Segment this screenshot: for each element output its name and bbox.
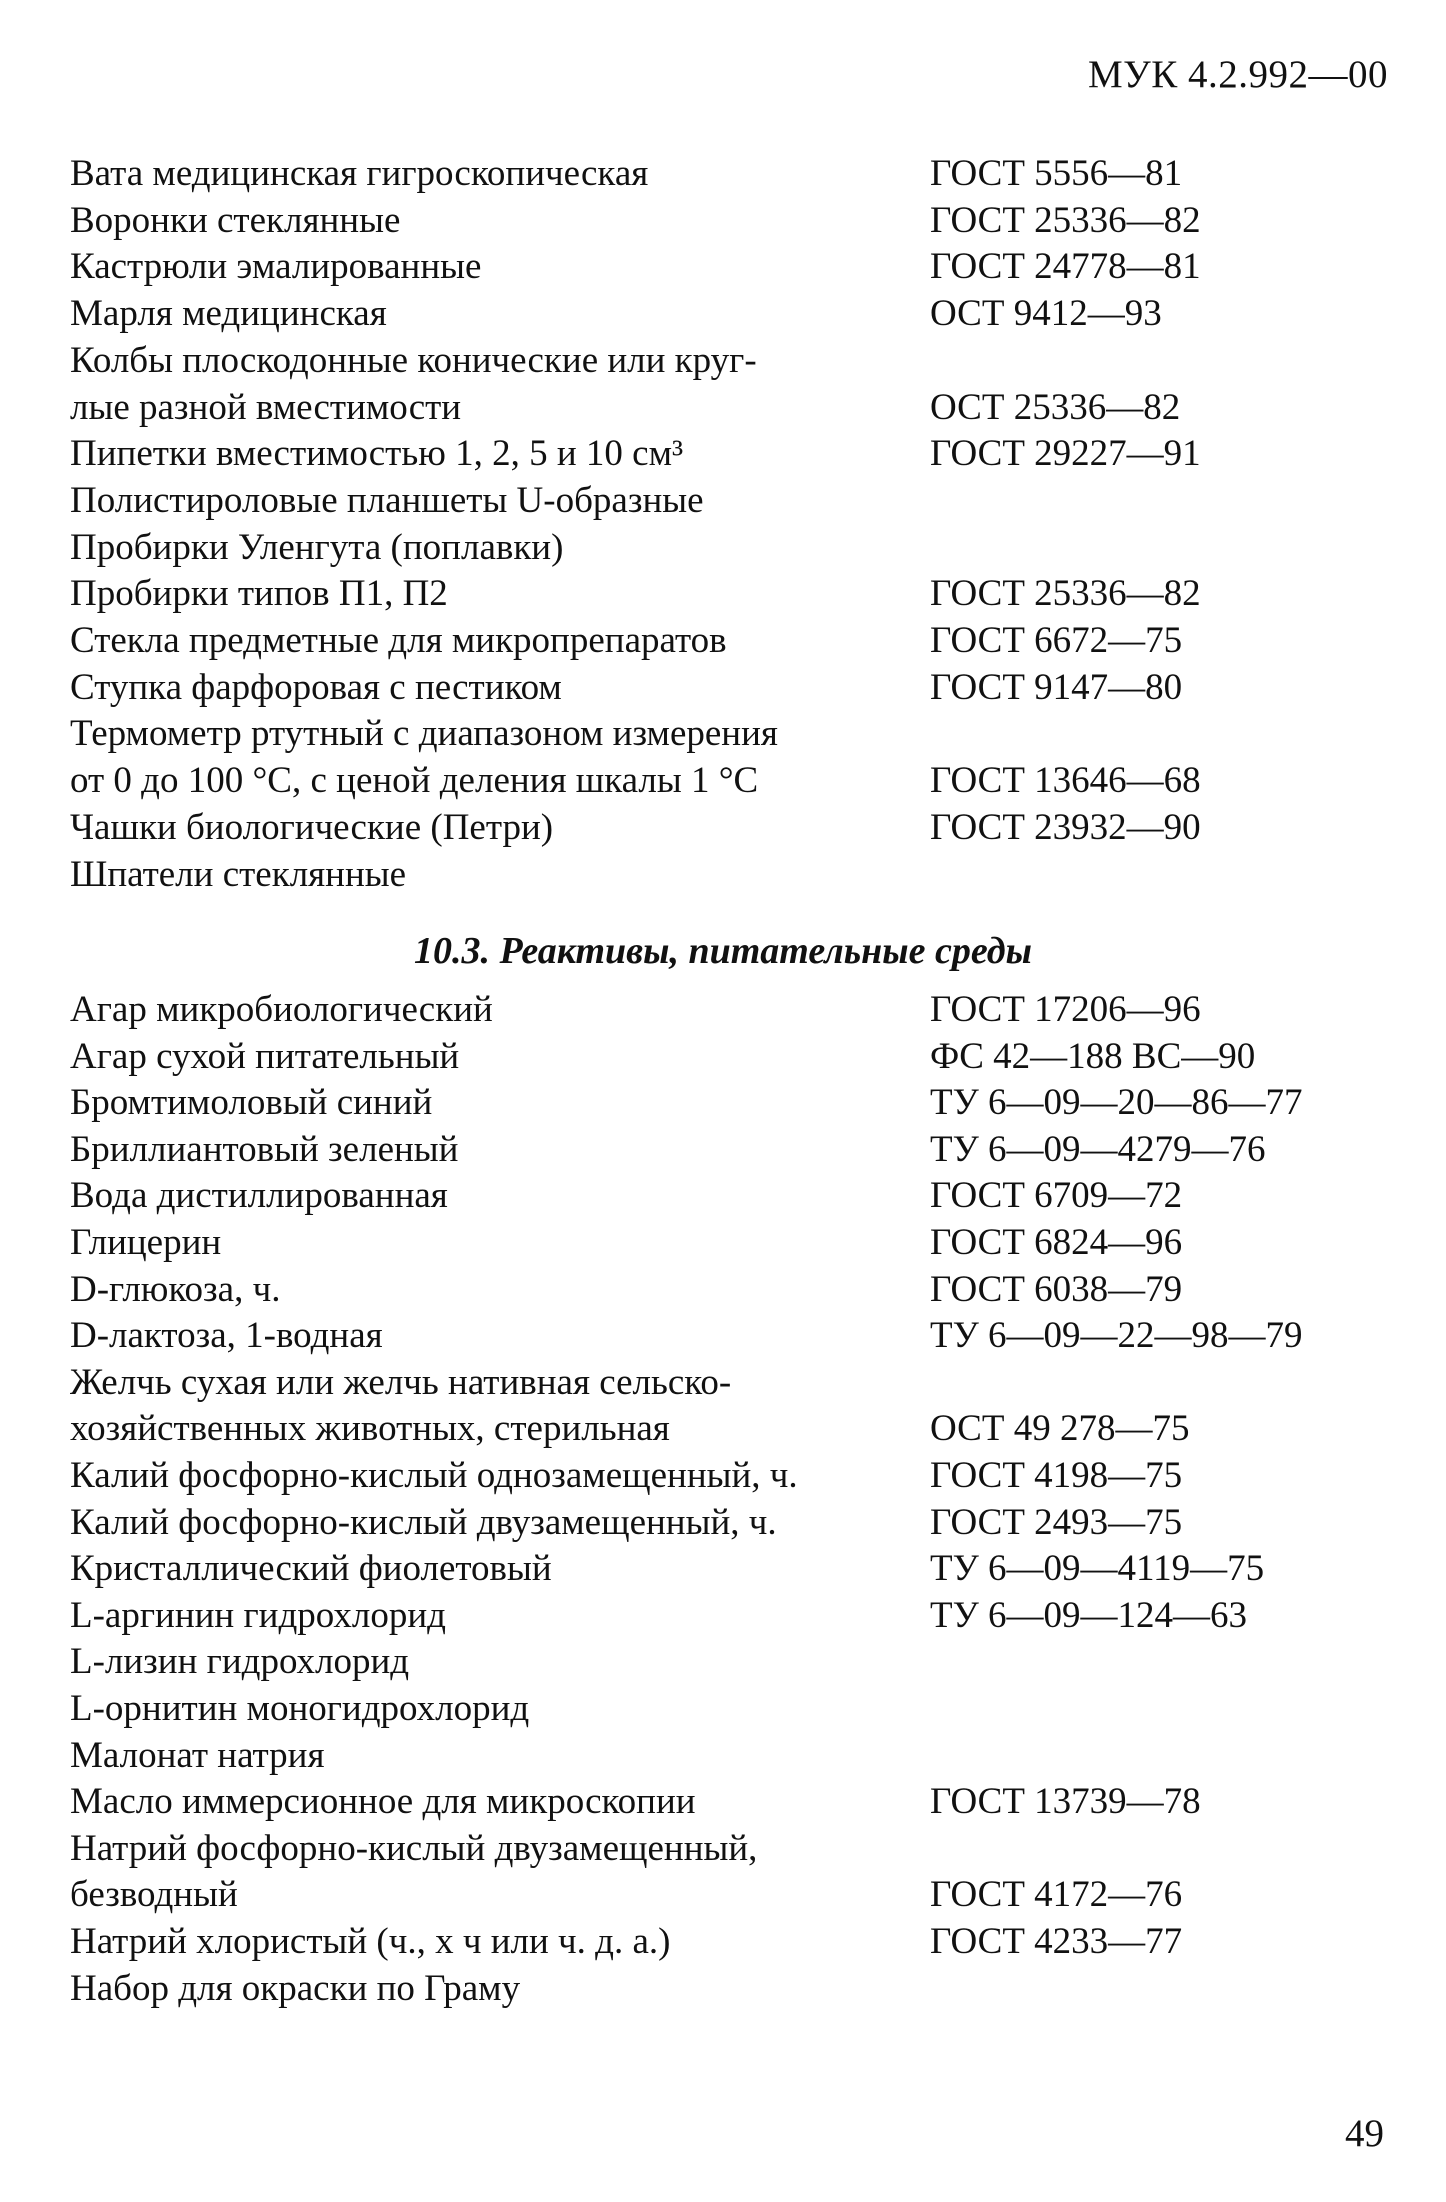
item-name: Бриллиантовый зеленый: [70, 1128, 459, 1170]
list-item: [0, 477, 1446, 524]
item-name: Воронки стеклянные: [70, 199, 401, 241]
list-item: [0, 1126, 1446, 1173]
item-name: Бромтимоловый синий: [70, 1082, 433, 1124]
item-standard: ГОСТ 24778—81: [930, 246, 1201, 288]
list-item: [0, 1871, 1446, 1918]
item-standard: ГОСТ 4198—75: [930, 1455, 1183, 1496]
item-name: Глицерин: [70, 1222, 222, 1263]
document-code: МУК 4.2.992—00: [1087, 53, 1388, 96]
list-item: [0, 1732, 1446, 1779]
list-item: [0, 757, 1446, 804]
item-name: Желчь сухая или желчь нативная сельско-: [70, 1361, 732, 1403]
list-item: [0, 197, 1446, 244]
item-standard: ГОСТ 25336—82: [930, 573, 1201, 615]
item-name: Ступка фарфоровая с пестиком: [70, 666, 562, 708]
item-standard: ГОСТ 6709—72: [930, 1175, 1183, 1217]
item-name: Натрий хлористый (ч., х ч или ч. д. а.): [70, 1921, 671, 1962]
list-item: [0, 1312, 1446, 1359]
list-item: [0, 851, 1446, 898]
item-name: Колбы плоскодонные конические или круг-: [70, 339, 757, 381]
list-item: [0, 1359, 1446, 1406]
item-name: безводный: [70, 1874, 238, 1916]
item-standard: ГОСТ 25336—82: [930, 199, 1201, 241]
list-item: [0, 1778, 1446, 1825]
list-item: [0, 1172, 1446, 1219]
item-name: Чашки биологические (Петри): [70, 806, 554, 848]
item-standard: ГОСТ 5556—81: [930, 153, 1183, 194]
item-standard: ГОСТ 4172—76: [930, 1874, 1183, 1916]
list-item: [0, 804, 1446, 851]
item-standard: ГОСТ 23932—90: [930, 806, 1201, 848]
list-item: [0, 1219, 1446, 1266]
item-name: Вода дистиллированная: [70, 1175, 448, 1217]
list-item: [0, 1079, 1446, 1126]
list-item: [0, 290, 1446, 337]
page-number: 49: [1345, 2112, 1384, 2155]
item-name: Калий фосфорно-кислый двузамещенный, ч.: [70, 1501, 777, 1543]
item-name: Термометр ртутный с диапазоном измерения: [70, 713, 778, 755]
item-standard: ТУ 6—09—20—86—77: [930, 1082, 1303, 1124]
item-name: Пробирки типов П1, П2: [70, 573, 448, 615]
list-item: [0, 1685, 1446, 1732]
item-name: L-аргинин гидрохлорид: [70, 1594, 446, 1636]
item-name: Пробирки Уленгута (поплавки): [70, 526, 564, 568]
list-item: [0, 150, 1446, 197]
list-item: [0, 1405, 1446, 1452]
item-standard: ТУ 6—09—4119—75: [930, 1548, 1265, 1590]
list-item: [0, 1499, 1446, 1546]
item-name: L-орнитин моногидрохлорид: [70, 1688, 530, 1729]
item-name: Вата медицинская гигроскопическая: [70, 153, 649, 194]
list-item: [0, 1033, 1446, 1080]
item-standard: ГОСТ 29227—91: [930, 433, 1201, 475]
item-standard: ГОСТ 17206—96: [930, 989, 1201, 1030]
list-item: [0, 986, 1446, 1033]
item-name: Агар сухой питательный: [70, 1035, 460, 1077]
item-name: Шпатели стеклянные: [70, 853, 407, 895]
item-name: Малонат натрия: [70, 1734, 325, 1776]
list-item: [0, 1825, 1446, 1872]
list-item: [0, 570, 1446, 617]
item-standard: ОСТ 49 278—75: [930, 1408, 1190, 1450]
section-title: 10.3. Реактивы, питательные среды: [413, 930, 1032, 972]
item-name: Стекла предметные для микропрепаратов: [70, 620, 727, 661]
list-item: [0, 710, 1446, 757]
list-item: [0, 1266, 1446, 1313]
item-standard: ГОСТ 6038—79: [930, 1268, 1183, 1310]
list-item: [0, 1638, 1446, 1685]
item-name: Масло иммерсионное для микроскопии: [70, 1781, 696, 1823]
item-standard: ОСТ 9412—93: [930, 293, 1162, 335]
item-standard: ГОСТ 9147—80: [930, 666, 1183, 708]
item-name: Кастрюли эмалированные: [70, 246, 482, 288]
list-item: [0, 1452, 1446, 1499]
item-standard: ГОСТ 13739—78: [930, 1781, 1201, 1823]
item-name: лые разной вместимости: [70, 386, 462, 428]
item-standard: ГОСТ 4233—77: [930, 1921, 1183, 1962]
item-name: Пипетки вместимостью 1, 2, 5 и 10 см³: [70, 433, 684, 475]
item-name: D-глюкоза, ч.: [70, 1268, 281, 1310]
list-item: [0, 430, 1446, 477]
item-name: Марля медицинская: [70, 293, 387, 335]
item-standard: ГОСТ 6824—96: [930, 1222, 1183, 1263]
list-item: [0, 664, 1446, 711]
item-standard: ТУ 6—09—4279—76: [930, 1128, 1266, 1170]
item-standard: ГОСТ 2493—75: [930, 1501, 1183, 1543]
list-item: [0, 524, 1446, 571]
item-name: Полистироловые планшеты U-образные: [70, 479, 704, 521]
item-name: Кристаллический фиолетовый: [70, 1548, 552, 1590]
item-name: Калий фосфорно-кислый однозамещенный, ч.: [70, 1455, 798, 1496]
list-item: [0, 1592, 1446, 1639]
item-standard: ГОСТ 13646—68: [930, 760, 1201, 802]
list-item: [0, 243, 1446, 290]
list-item: [0, 384, 1446, 431]
item-standard: ФС 42—188 ВС—90: [930, 1035, 1256, 1077]
list-item: [0, 617, 1446, 664]
item-name: от 0 до 100 °С, с ценой деления шкалы 1 °С: [70, 760, 759, 802]
list-item: [0, 1918, 1446, 1965]
item-name: L-лизин гидрохлорид: [70, 1641, 410, 1683]
item-name: Агар микробиологический: [70, 989, 493, 1030]
item-name: хозяйственных животных, стерильная: [70, 1408, 670, 1450]
list-item: [0, 1545, 1446, 1592]
item-standard: ГОСТ 6672—75: [930, 620, 1183, 661]
item-standard: ОСТ 25336—82: [930, 386, 1181, 428]
item-name: Натрий фосфорно-кислый двузамещенный,: [70, 1827, 758, 1869]
list-item: [0, 1965, 1446, 2012]
item-standard: ТУ 6—09—22—98—79: [930, 1315, 1303, 1357]
item-name: Набор для окраски по Граму: [70, 1967, 521, 2009]
item-name: D-лактоза, 1-водная: [70, 1315, 383, 1357]
list-item: [0, 337, 1446, 384]
item-standard: ТУ 6—09—124—63: [930, 1594, 1248, 1636]
